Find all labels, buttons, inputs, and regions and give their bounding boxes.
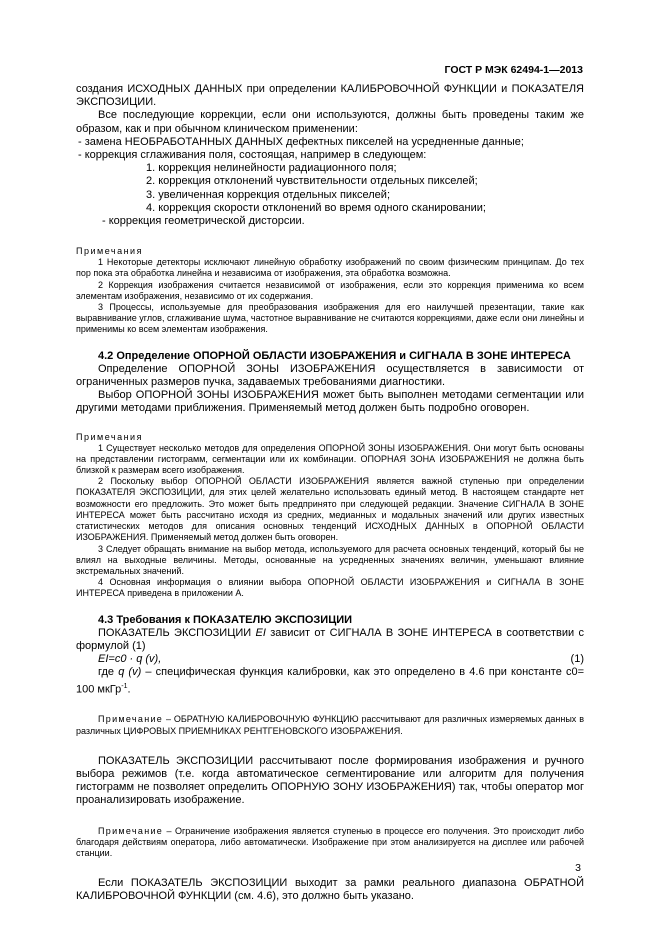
note-label: Примечание (98, 825, 164, 836)
section-heading-4-2: 4.2 Определение ОПОРНОЙ ОБЛАСТИ ИЗОБРАЖЕНИЯ и СИГНАЛА В ЗОНЕ ИНТЕРЕСА (98, 349, 571, 362)
section-paragraph: Определение ОПОРНОЙ ЗОНЫ ИЗОБРАЖЕНИЯ осуществляется в зависимости от ограниченных размеров пучка, задаваемых требованиями диагностики. (76, 362, 584, 389)
section-paragraph: ПОКАЗАТЕЛЬ ЭКСПОЗИЦИИ рассчитывают после формирования изображения и ручного выбора режимов (т.е. когда автоматическое сегментирование или алгоритм для получения гистограмм не позволяет определить ОПОРНУЮ ЗОНУ ИЗОБРАЖЕНИЯ) так, чтобы оператор мог проанализировать изображение. (76, 754, 584, 807)
ei-symbol: EI (255, 626, 266, 639)
correction-item: - коррекция геометрической дисторсии. (102, 215, 305, 228)
sub-correction-item: 1. коррекция нелинейности радиационного поля; (146, 162, 397, 175)
section-paragraph (76, 627, 584, 653)
note-text: – Ограничение изображения является ступенью в процессе его получения. Это происходит либо благодаря действиям оператора, либо автоматически. Изображение при этом анализируется на дисплее или рабочей станции. (76, 825, 584, 859)
note-item: 4 Основная информация о влиянии выбора ОПОРНОЙ ОБЛАСТИ ИЗОБРАЖЕНИЯ и СИГНАЛА В ЗОНЕ ИНТЕРЕСА приведена в приложении А. (76, 577, 584, 599)
section-paragraph: Выбор ОПОРНОЙ ЗОНЫ ИЗОБРАЖЕНИЯ может быть выполнен методами сегментации или другими методами приближения. Применяемый метод должен быть подробно оговорен. (76, 389, 584, 415)
sub-correction-item: 2. коррекция отклонений чувствительности отдельных пикселей; (146, 175, 478, 188)
notes-title: Примечания (76, 431, 143, 442)
notes-title: Примечания (76, 246, 143, 257)
note-single (76, 714, 584, 736)
page-number: 3 (575, 862, 581, 874)
note-item: 2 Коррекция изображения считается независимой от изображения, если это коррекция применима ко всем элементам изображения, независимо от их содержания. (76, 279, 584, 301)
formula-expression: EI=c0 · q (v), (98, 653, 162, 666)
note-label: Примечание (98, 714, 164, 725)
sub-correction-item: 4. коррекция скорости отклонений во время одного сканировании; (146, 201, 486, 214)
section-paragraph: Если ПОКАЗАТЕЛЬ ЭКСПОЗИЦИИ выходит за рамки реального диапазона ОБРАТНОЙ КАЛИБРОВОЧНОЙ ФУНКЦИИ (см. 4.6), это должно быть указано. (76, 877, 584, 903)
note-text: – ОБРАТНУЮ КАЛИБРОВОЧНУЮ ФУНКЦИЮ рассчитывают для различных измеряемых данных в различных ЦИФРОВЫХ ПРИЕМНИКАХ РЕНТГЕНОВСКОГО ИЗОБРАЖЕНИЯ. (76, 714, 584, 736)
correction-item: - коррекция сглаживания поля, состоящая, например в следующем: (78, 149, 427, 162)
section-heading-4-3: 4.3 Требования к ПОКАЗАТЕЛЮ ЭКСПОЗИЦИИ (98, 613, 353, 626)
formula-explanation (76, 666, 584, 696)
intro-paragraph: создания ИСХОДНЫХ ДАННЫХ при определении КАЛИБРОВОЧНОЙ ФУНКЦИИ и ПОКАЗАТЕЛЯ ЭКСПОЗИЦИИ. (76, 83, 584, 109)
note-item: 1 Существует несколько методов для определения ОПОРНОЙ ЗОНЫ ИЗОБРАЖЕНИЯ. Они могут быть основаны на представлении гистограмм, сегментации или их комбинации. ОПОРНАЯ ЗОНА ИЗОБРАЖЕНИЯ не должна быть близкой к размерам всего изображения. (76, 442, 584, 476)
correction-item: - замена НЕОБРАБОТАННЫХ ДАННЫХ дефектных пикселей на усредненные данные; (78, 135, 524, 148)
page-body (76, 83, 584, 904)
text-run: ПОКАЗАТЕЛЬ ЭКСПОЗИЦИИ (98, 626, 256, 639)
note-single (76, 826, 584, 860)
sub-correction-item: 3. увеличенная коррекция отдельных пикселей; (146, 188, 391, 201)
corrections-intro: Все последующие коррекции, если они используются, должны быть проведены таким же образом, как и при обычном клиническом применении: (76, 109, 584, 135)
text-run: . (127, 683, 131, 696)
note-item: 1 Некоторые детекторы исключают линейную обработку изображений по своим физическим принципам. До тех пор пока эта обработка линейна и независима от изображения, эта обработка возможна. (76, 257, 584, 279)
text-run: зависит от СИГНАЛА В ЗОНЕ ИНТЕРЕСА в соответствии с формулой (1) (76, 626, 584, 652)
note-item: 2 Поскольку выбор ОПОРНОЙ ОБЛАСТИ ИЗОБРАЖЕНИЯ является важной ступенью при определении ПОКАЗАТЕЛЯ ЭКСПОЗИЦИИ, для этих целей желательно использовать единый метод. В настоящем стандарте нет возможности его предложить. Это может быть предпринято при следующей редакции. Значение СИГНАЛА В ЗОНЕ ИНТЕРЕСА может быть рассчитано исходя из средних, медианных и модальных значений или других известных статистических методов для описания основных тенденций ИСХОДНЫХ ДАННЫХ в ОПОРНОЙ ОБЛАСТИ ИЗОБРАЖЕНИЯ. Применяемый метод должен быть оговорен. (76, 476, 584, 543)
document-header: ГОСТ Р МЭК 62494-1—2013 (444, 64, 583, 76)
text-run: – специфическая функция калибровки, как это определено в 4.6 при константе c0= 100 мкГр (76, 666, 584, 696)
text-run: где (98, 666, 119, 679)
formula-1 (76, 653, 584, 666)
unit-superscript: -1 (121, 682, 128, 690)
note-item: 3 Процессы, используемые для преобразования изображения для его наилучшей презентации, такие как выравнивание углов, сглаживание шума, частотное выравнивание не считаются коррекциями, даже если они линейны и применимы ко всем элементам изображения. (76, 302, 584, 335)
note-item: 3 Следует обращать внимание на выбор метода, используемого для расчета основных тенденций, который бы не влиял на выходные величины. Методы, основанные на усредненных значениях величин, уменьшают влияние экстремальных значений. (76, 543, 584, 576)
q-function-symbol: q (v) (118, 666, 142, 679)
formula-number: (1) (570, 653, 584, 666)
